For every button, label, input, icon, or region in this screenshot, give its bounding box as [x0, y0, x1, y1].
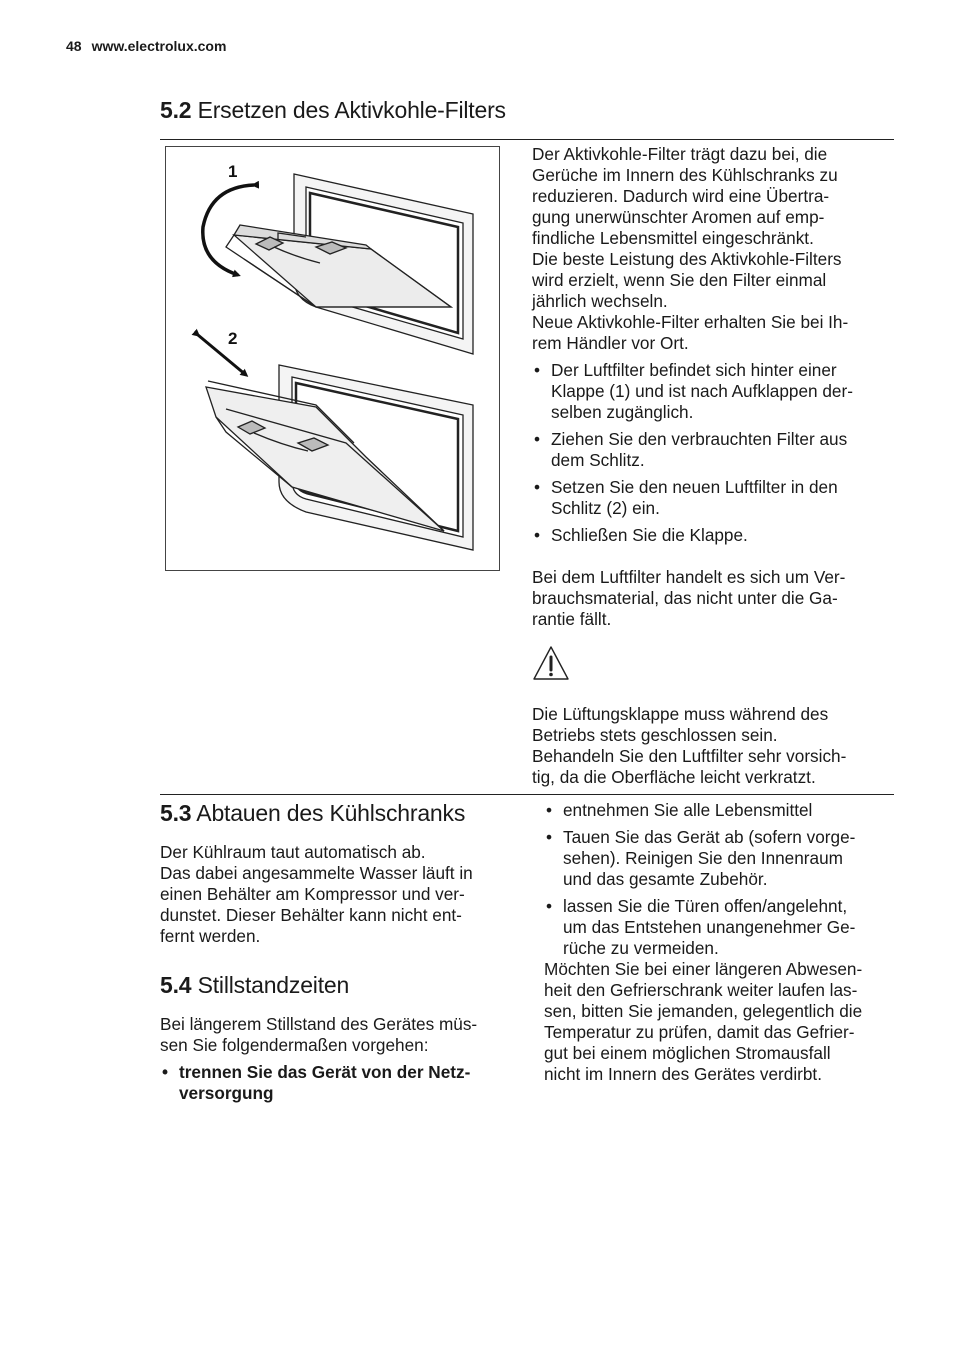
section-5-2-text — [532, 144, 892, 630]
figure-label-1: 1 — [228, 162, 238, 181]
section-number: 5.3 — [160, 800, 192, 826]
section-5-4-text-right — [544, 800, 894, 1085]
section-5-4-text: Bei längerem Stillstand des Gerätes müs- sen Sie folgendermaßen vorgehen: • trennen Sie das Gerät von der Netz- versorgung — [160, 1014, 520, 1104]
section-title: Abtauen des Kühlschranks — [196, 800, 466, 826]
list-item: • Schließen Sie die Klappe. — [532, 525, 892, 546]
section-number: 5.2 — [160, 97, 192, 123]
list-item: • lassen Sie die Türen offen/angelehnt, um das Entstehen unangenehmer Ge- rüche zu vermeiden. — [544, 896, 894, 959]
list-item: • Der Luftfilter befindet sich hinter einer Klappe (1) und ist nach Aufklappen der- selben zugänglich. — [532, 360, 892, 423]
section-number: 5.4 — [160, 972, 192, 998]
section-heading-5-2 — [160, 97, 506, 124]
filter-replacement-illustration — [165, 146, 500, 571]
list-item: • trennen Sie das Gerät von der Netz- versorgung — [160, 1062, 520, 1104]
section-5-3-text: Der Kühlraum taut automatisch ab. Das dabei angesammelte Wasser läuft in einen Behälter am Kompressor und ver- dunstet. Dieser Behälter kann nicht ent- fernt werden. — [160, 842, 473, 946]
page-header — [66, 38, 226, 54]
section-title: Ersetzen des Aktivkohle-Filters — [197, 97, 506, 123]
section-rule-top — [160, 139, 894, 140]
instruction-list — [544, 800, 894, 959]
list-item: • Ziehen Sie den verbrauchten Filter aus dem Schlitz. — [532, 429, 892, 471]
list-item: • Tauen Sie das Gerät ab (sofern vorge- sehen). Reinigen Sie den Innenraum und das gesamte Zubehör. — [544, 827, 894, 890]
list-item: • Setzen Sie den neuen Luftfilter in den Schlitz (2) ein. — [532, 477, 892, 519]
figure-label-2: 2 — [228, 329, 238, 348]
list-item: • entnehmen Sie alle Lebensmittel — [544, 800, 894, 821]
website-url: www.electrolux.com — [91, 38, 227, 54]
upper-flap-drawing — [226, 174, 473, 354]
closing-paragraph: Möchten Sie bei einer längeren Abwesen- heit den Gefrierschrank weiter laufen las- sen, bitten Sie jemanden, gelegentlich die Temperatur zu prüfen, damit das Gefrier- gut bei einem möglichen Stromausfall nicht im Innern des Gerätes verdirbt. — [544, 959, 863, 1084]
section-heading-5-3 — [160, 800, 465, 827]
filter-slot-arrow — [198, 335, 246, 375]
warning-triangle-icon — [532, 644, 570, 687]
bold-instruction-list — [160, 1062, 520, 1104]
intro-paragraph: Der Aktivkohle-Filter trägt dazu bei, die Gerüche im Innern des Kühlschranks zu reduzieren. Dadurch wird eine Übertra- gung unerwünschter Aromen auf emp- findliche Lebensmittel eingeschränkt. Die beste Leistung des Aktivkohle-Filters wird erzielt, wenn Sie den Filter einmal jährlich wechseln. Neue Aktivkohle-Filter erhalten Sie bei Ih- rem Händler vor Ort. — [532, 144, 849, 353]
section-rule-middle — [160, 794, 894, 795]
page-number: 48 — [66, 38, 82, 54]
lower-flap-drawing — [206, 365, 473, 550]
section-heading-5-4 — [160, 972, 349, 999]
illustration-drawing — [166, 147, 501, 572]
warning-text: Die Lüftungsklappe muss während des Betriebs stets geschlossen sein. Behandeln Sie den Luftfilter sehr vorsich- tig, da die Oberfläche leicht verkratzt. — [532, 704, 847, 787]
consumable-note: Bei dem Luftfilter handelt es sich um Ver- brauchsmaterial, das nicht unter die Ga- rantie fällt. — [532, 567, 846, 629]
section-title: Stillstandzeiten — [197, 972, 350, 998]
instruction-list — [532, 360, 892, 546]
